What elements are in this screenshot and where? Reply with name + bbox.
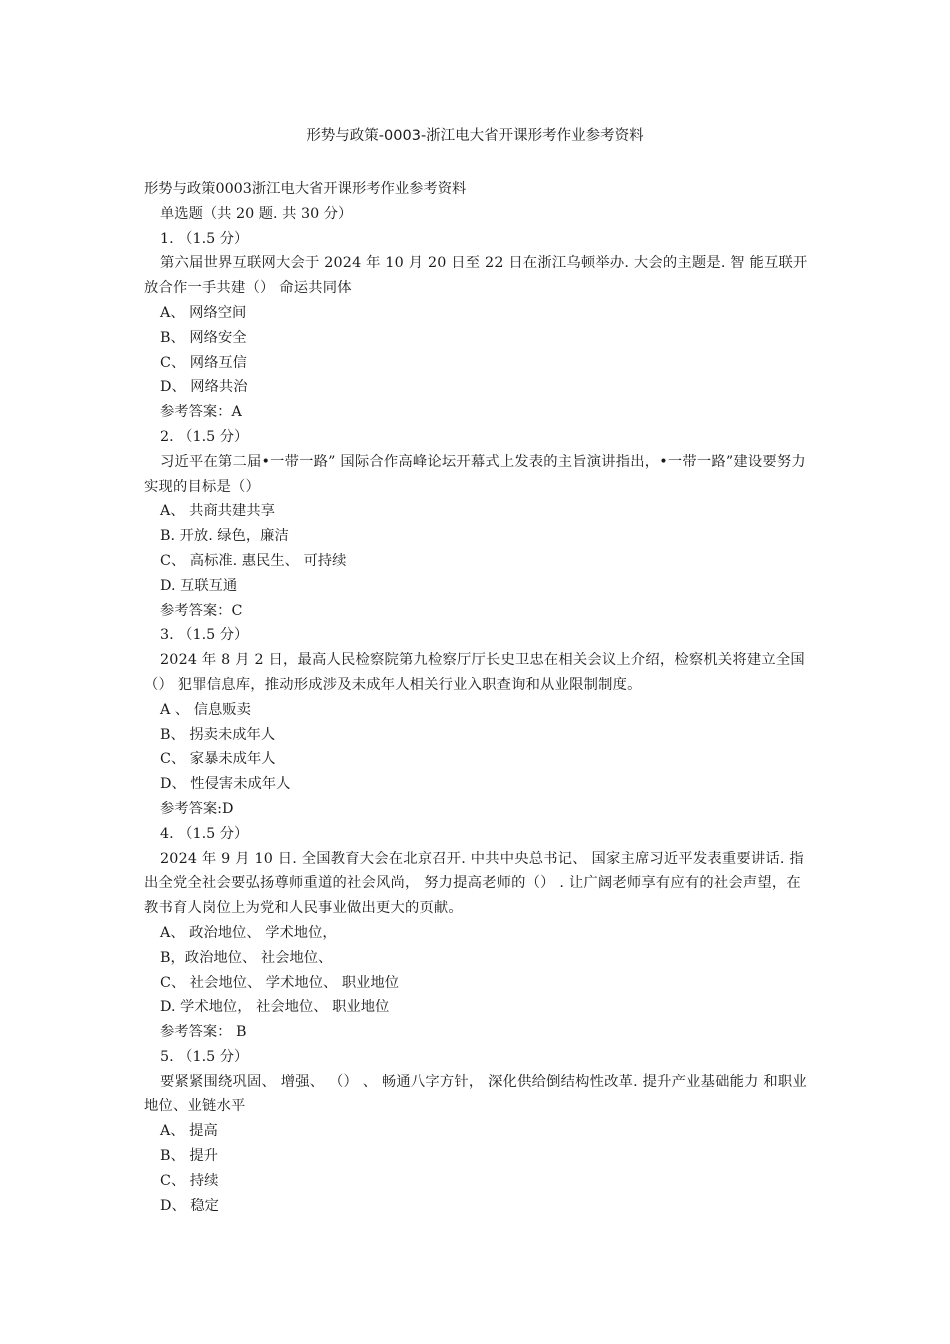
section-heading: 单选题（共 20 题. 共 30 分） [160,205,353,222]
option-c: C、 持续 [160,1172,219,1189]
question-number: 3. （1.5 分） [160,627,249,644]
option-c: C、 社会地位、 学术地位、 职业地位 [160,974,400,991]
option-b: B. 开放. 绿色，廉洁 [160,528,289,545]
page-title: 形势与政策-0003-浙江电大省开课形考作业参考资料 [306,128,644,144]
question-text: 习近平在第二届•一带一路” 国际合作高峰论坛开幕式上发表的主旨演讲指出，•一带一路”建设要努力实现的目标是（） [144,453,806,495]
option-a: A、 共商共建共享 [160,503,275,520]
option-c: C、 高标准. 惠民生、 可持续 [160,552,347,569]
reference-answer: 参考答案： B [160,1024,247,1041]
document-subtitle: 形势与政策0003浙江电大省开课形考作业参考资料 [144,181,467,197]
question-block [144,822,812,1045]
question-text: 第六届世界互联网大会于 2024 年 10 月 20 日至 22 日在浙江乌顿举办. 大会的主题是. 智 能互联开放合作一手共建（） 命运共同体 [144,255,808,297]
option-c: C、 网络互信 [160,354,247,371]
option-b: B、 网络安全 [160,329,247,346]
option-d: D、 网络共治 [160,379,248,396]
question-number: 4. （1.5 分） [160,825,249,842]
question-text: 2024 年 8 月 2 日，最高人民检察院第九检察厅厅长史卫忠在相关会议上介绍，检察机关将建立全国（） 犯罪信息库，推动形成涉及未成年人相关行业入职查询和从业限制制度。 [144,652,805,693]
reference-answer: 参考答案:D [160,800,234,817]
option-b: B，政治地位、 社会地位、 [160,949,333,966]
question-text: 2024 年 9 月 10 日. 全国教育大会在北京召开. 中共中央总书记、 国家主席习近平发表重要讲话. 指出全党全社会要弘扬尊师重道的社会风尚， 努力提高老师的（） . 让广阔老师享有应有的社会声望，在教书育人岗位上为党和人民事业做出更大的页献。 [144,850,804,917]
question-number: 2. （1.5 分） [160,428,249,445]
option-a: A 、 信息贩卖 [160,701,251,718]
option-a: A、 提高 [160,1123,218,1140]
option-b: B、 拐卖未成年人 [160,726,276,743]
option-a: A、 网络空间 [160,304,247,321]
option-b: B、 提升 [160,1148,218,1165]
reference-answer: 参考答案：C [160,602,243,619]
question-number: 1. （1.5 分） [160,230,249,247]
option-d: D、 稳定 [160,1197,219,1214]
question-block [144,1045,812,1219]
question-block [144,227,812,425]
question-block [144,623,812,821]
option-d: D. 学术地位， 社会地位、 职业地位 [160,999,390,1016]
option-a: A、 政治地位、 学术地位， [160,924,337,941]
reference-answer: 参考答案：A [160,404,242,421]
question-text: 要紧紧围绕巩固、 增强、 （） 、 畅通八字方针， 深化供给倒结构性改革. 提升产业基础能力 和职业地位、业链水平 [144,1073,807,1115]
option-c: C、 家暴未成年人 [160,751,276,768]
question-block [144,425,812,623]
question-number: 5. （1.5 分） [160,1048,249,1065]
option-d: D、 性侵害未成年人 [160,776,291,793]
option-d: D. 互联互通 [160,577,238,594]
document-body [144,177,812,1218]
